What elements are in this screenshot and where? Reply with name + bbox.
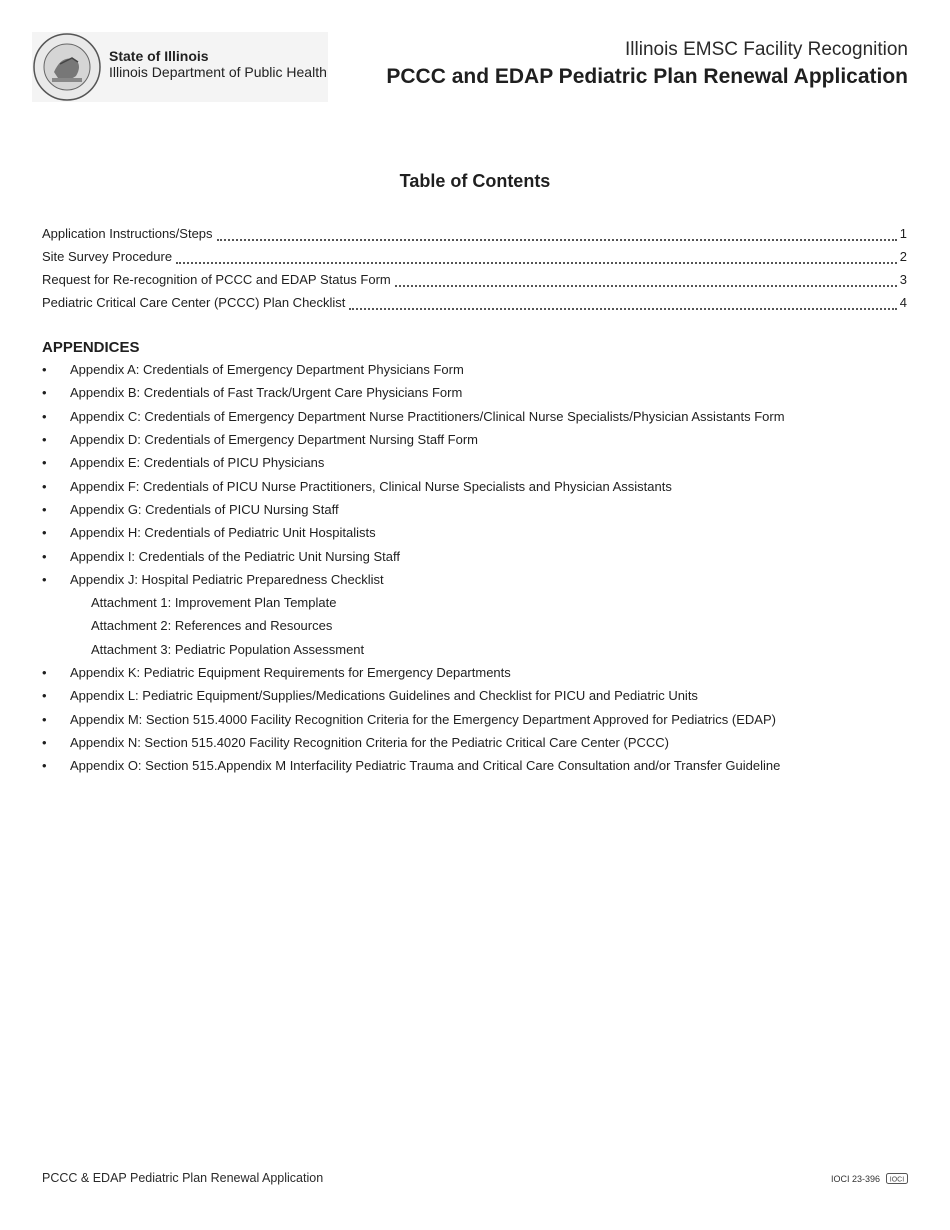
footer-code-block: [831, 1173, 908, 1184]
bullet: •: [42, 408, 47, 424]
list-item: [42, 568, 922, 591]
appendix-f: Appendix F: Credentials of PICU Nurse Practitioners, Clinical Nurse Specialists and Physician Assistants: [70, 478, 672, 494]
appendices-list: [42, 358, 922, 777]
toc-entry-label: Pediatric Critical Care Center (PCCC) Plan Checklist: [42, 295, 346, 310]
appendix-n: Appendix N: Section 515.4020 Facility Recognition Criteria for the Pediatric Critical Care Center (PCCC): [70, 734, 669, 750]
agency-state: State of Illinois: [109, 48, 209, 64]
idph-logo: [32, 32, 328, 102]
list-item: [42, 428, 922, 451]
bullet: •: [42, 688, 47, 704]
toc-leader-dots: [395, 285, 897, 287]
toc-leader-dots: [217, 239, 897, 241]
footer-document-name: PCCC & EDAP Pediatric Plan Renewal Application: [42, 1171, 324, 1185]
bullet: •: [42, 455, 47, 471]
toc-entry-page: 4: [899, 295, 907, 310]
bullet: •: [42, 711, 47, 727]
attachment-2: Attachment 2: References and Resources: [91, 618, 333, 634]
attachment-1: Attachment 1: Improvement Plan Template: [91, 595, 337, 611]
svg-text:IOCI: IOCI: [889, 1176, 905, 1184]
appendix-g: Appendix G: Credentials of PICU Nursing Staff: [70, 501, 339, 517]
bullet: •: [42, 478, 47, 494]
list-item: [42, 731, 922, 754]
bullet: •: [42, 501, 47, 517]
toc-leader-dots: [176, 262, 897, 264]
toc-entry-label: Application Instructions/Steps: [42, 226, 213, 241]
agency-department: Illinois Department of Public Health: [109, 64, 327, 80]
list-item: [42, 544, 922, 567]
toc-entry[interactable]: [42, 272, 907, 295]
bullet: •: [42, 432, 47, 448]
state-seal-icon: [32, 32, 102, 102]
list-item: [42, 521, 922, 544]
list-item: [42, 707, 922, 730]
toc-entry-page: 3: [899, 272, 907, 287]
appendix-o: Appendix O: Section 515.Appendix M Interfacility Pediatric Trauma and Critical Care Consultation and/or Transfer Guideline: [70, 758, 781, 774]
bullet: •: [42, 571, 47, 587]
list-item: [42, 451, 922, 474]
toc-entry-label: Request for Re-recognition of PCCC and EDAP Status Form: [42, 272, 391, 287]
page-header: [0, 0, 950, 110]
appendix-k: Appendix K: Pediatric Equipment Requirements for Emergency Departments: [70, 665, 511, 680]
ioci-logo-icon: [886, 1173, 908, 1184]
table-of-contents: [42, 226, 907, 318]
appendix-h: Appendix H: Credentials of Pediatric Unit Hospitalists: [70, 525, 376, 541]
list-item: [42, 498, 922, 521]
document-subtitle: Illinois EMSC Facility Recognition: [625, 39, 908, 60]
attachment-item: [42, 591, 922, 614]
appendix-e: Appendix E: Credentials of PICU Physicians: [70, 455, 325, 471]
list-item: [42, 405, 922, 428]
list-item: [42, 381, 922, 404]
document-title: PCCC and EDAP Pediatric Plan Renewal Application: [386, 65, 908, 88]
toc-title: Table of Contents: [399, 171, 551, 191]
appendix-m: Appendix M: Section 515.4000 Facility Recognition Criteria for the Emergency Department Approved for Pediatrics (EDAP): [70, 711, 776, 727]
toc-entry-label: Site Survey Procedure: [42, 249, 173, 264]
bullet: •: [42, 758, 47, 774]
attachment-3: Attachment 3: Pediatric Population Assessment: [91, 641, 365, 657]
appendix-c: Appendix C: Credentials of Emergency Department Nurse Practitioners/Clinical Nurse Specialists/Physician Assistants Form: [70, 408, 785, 424]
bullet: •: [42, 665, 47, 680]
attachment-item: [42, 614, 922, 637]
list-item: [42, 754, 922, 777]
list-item: [42, 358, 922, 381]
list-item: [42, 474, 922, 497]
appendix-b: Appendix B: Credentials of Fast Track/Urgent Care Physicians Form: [70, 385, 463, 401]
toc-entry[interactable]: [42, 249, 907, 272]
appendix-d: Appendix D: Credentials of Emergency Department Nursing Staff Form: [70, 432, 478, 448]
appendix-a: Appendix A: Credentials of Emergency Department Physicians Form: [70, 362, 464, 378]
toc-entry[interactable]: [42, 226, 907, 249]
toc-entry-page: 1: [899, 226, 907, 241]
bullet: •: [42, 525, 47, 541]
list-item: [42, 684, 922, 707]
toc-entry[interactable]: [42, 295, 907, 318]
appendix-l: Appendix L: Pediatric Equipment/Supplies/Medications Guidelines and Checklist for PICU and Pediatric Units: [70, 688, 698, 704]
appendix-j: Appendix J: Hospital Pediatric Preparedness Checklist: [70, 571, 384, 587]
appendix-i: Appendix I: Credentials of the Pediatric Unit Nursing Staff: [70, 548, 400, 564]
appendices-heading: APPENDICES: [42, 339, 140, 356]
list-item: [42, 661, 922, 684]
footer-form-code: IOCI 23-396: [830, 1173, 880, 1184]
bullet: •: [42, 548, 47, 564]
toc-leader-dots: [349, 308, 896, 310]
bullet: •: [42, 734, 47, 750]
bullet: •: [42, 385, 47, 401]
toc-entry-page: 2: [899, 249, 907, 264]
attachment-item: [42, 638, 922, 661]
bullet: •: [42, 362, 47, 378]
